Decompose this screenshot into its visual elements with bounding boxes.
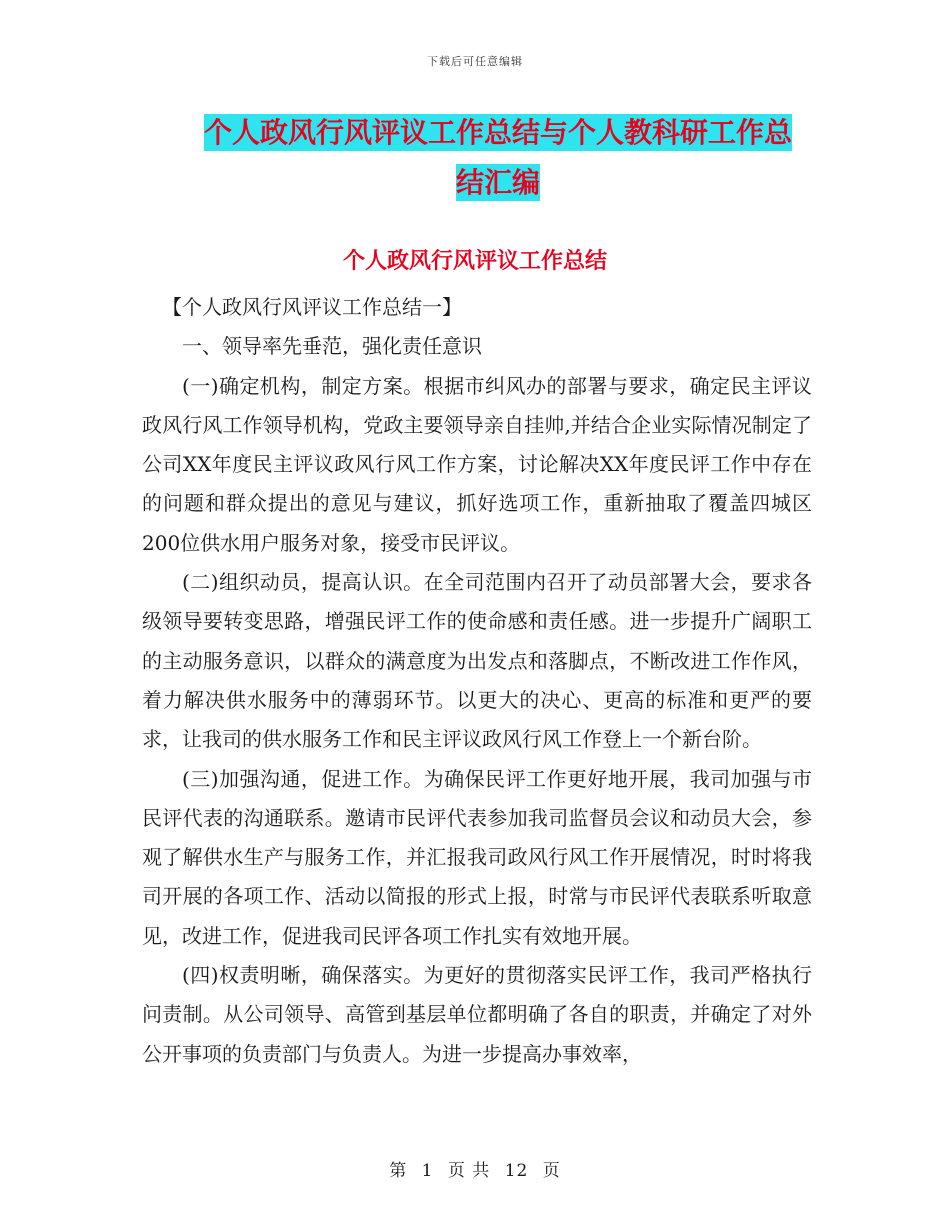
document-title [192,108,804,208]
page-prefix: 第 [389,1161,408,1181]
page-mid: 页 共 [447,1161,491,1181]
subtitle: 【个人政风行风评议工作总结一】 [162,295,462,319]
heading-1: 一、领导率先垂范，强化责任意识 [182,334,482,359]
page-suffix: 页 [542,1161,561,1181]
page-footer [0,1156,950,1181]
document-title-text: 个人政风行风评议工作总结与个人教科研工作总结汇编 [203,116,792,199]
document-body [142,288,812,1074]
section-title: 个人政风行风评议工作总结 [342,249,607,274]
header-note: 下载后可任意编辑 [427,55,523,68]
paragraph-3: (三)加强沟通，促进工作。为确保民评工作更好地开展，我司加强与市民评代表的沟通联系。邀请市民评代表参加我司监督员会议和动员大会，参观了解供水生产与服务工作，并汇报我司政风行风工作开展情况，时时将我司开展的各项工作、活动以简报的形式上报，时常与市民评代表联系听取意见，改进工作，促进我司民评各项工作扎实有效地开展。 [142,766,812,948]
page-total: 12 [504,1161,529,1181]
paragraph-2: (二)组织动员，提高认识。在全司范围内召开了动员部署大会，要求各级领导要转变思路，增强民评工作的使命感和责任感。进一步提升广阔职工的主动服务意识，以群众的满意度为出发点和落脚点，不断改进工作作风，着力解决供水服务中的薄弱环节。以更大的决心、更高的标准和更严的要求，让我司的供水服务工作和民主评议政风行风工作登上一个新台阶。 [142,570,812,752]
page-current: 1 [421,1161,434,1181]
paragraph-4: (四)权责明晰，确保落实。为更好的贯彻落实民评工作，我司严格执行问责制。从公司领导、高管到基层单位都明确了各自的职责，并确定了对外公开事项的负责部门与负责人。为进一步提高办事效率， [142,963,812,1066]
paragraph-1: (一)确定机构，制定方案。根据市纠风办的部署与要求，确定民主评议政风行风工作领导机构，党政主要领导亲自挂帅,并结合企业实际情况制定了公司XX年度民主评议政风行风工作方案，讨论解决XX年度民评工作中存在的问题和群众提出的意见与建议，抓好选项工作，重新抽取了覆盖四城区200位供水用户服务对象，接受市民评议。 [142,373,812,555]
